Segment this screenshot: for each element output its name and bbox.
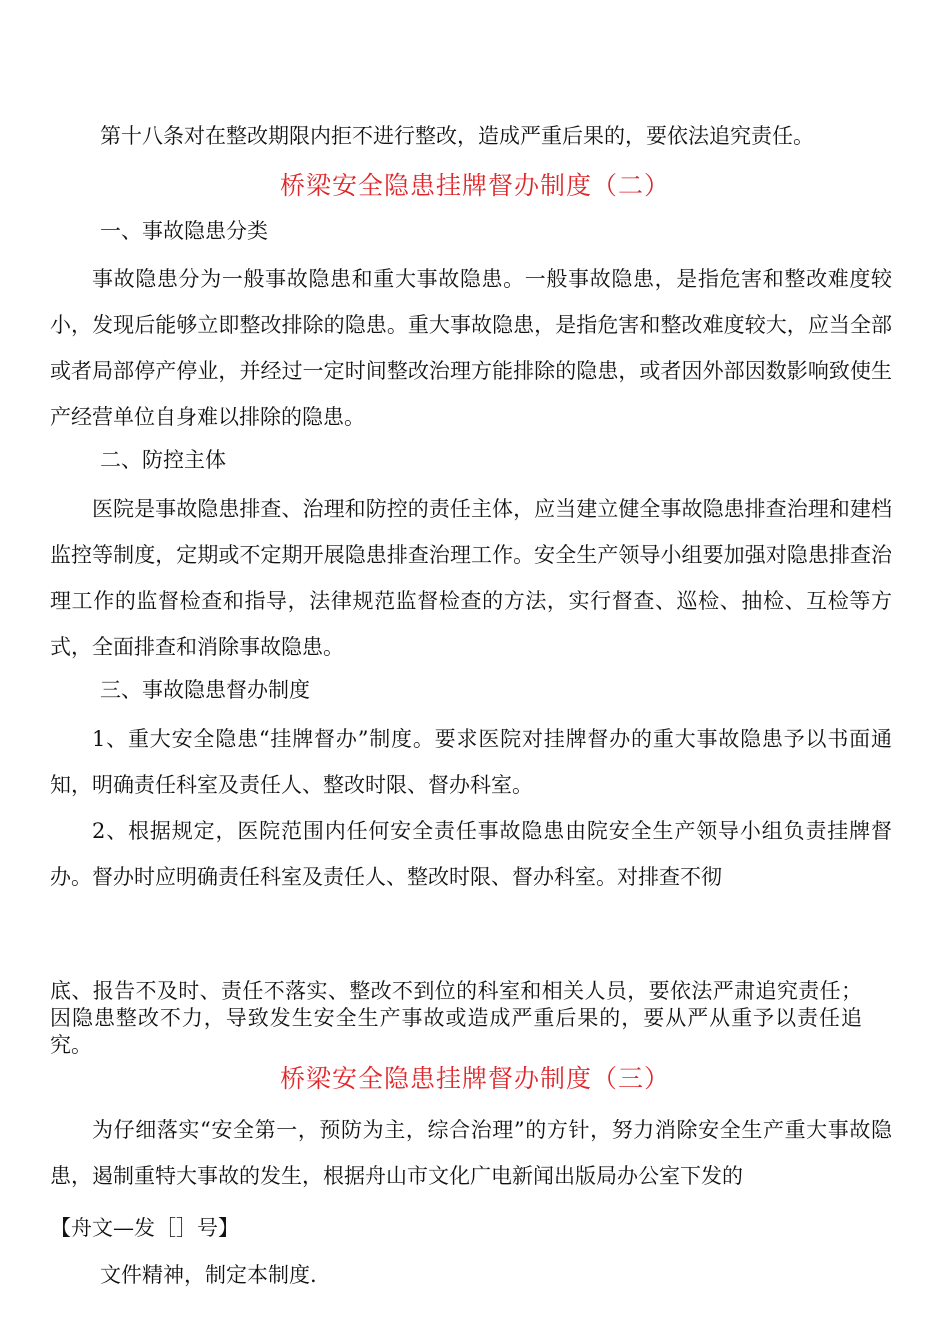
section-title-part-2: 桥梁安全隐患挂牌督办制度（二） — [279, 171, 670, 200]
section-title-part-3: 桥梁安全隐患挂牌督办制度（三） — [279, 1064, 670, 1093]
section-heading-prevention-subject: 二、防控主体 — [100, 448, 226, 472]
section-heading-supervision-system: 三、事故隐患督办制度 — [100, 678, 310, 702]
paragraph-prevention-subject: 医院是事故隐患排查、治理和防控的责任主体，应当建立健全事故隐患排查治理和建档监控等制度，定期或不定期开展隐患排查治理工作。安全生产领导小组要加强对隐患排查治理工作的监督检查和指导，法律规范监督检查的方法，实行督查、巡检、抽检、互检等方式，全面排查和消除事故隐患。 — [50, 497, 892, 659]
article-18-text: 第十八条对在整改期限内拒不进行整改，造成严重后果的，要依法追究责任。 — [100, 124, 814, 148]
paragraph-item-1: 1、重大安全隐患“挂牌督办”制度。要求医院对挂牌督办的重大事故隐患予以书面通知，明确责任科室及责任人、整改时限、督办科室。 — [50, 727, 892, 797]
paragraph-part-3-intro: 为仔细落实“安全第一，预防为主，综合治理”的方针，努力消除安全生产重大事故隐患，遏制重特大事故的发生，根据舟山市文化广电新闻出版局办公室下发的 — [50, 1118, 892, 1188]
paragraph-item-2-continued: 底、报告不及时、责任不落实、整改不到位的科室和相关人员，要依法严肃追究责任；因隐患整改不力，导致发生安全生产事故或造成严重后果的，要从严从重予以责任追究。 — [50, 979, 862, 1057]
closing-text: 文件精神，制定本制度. — [100, 1263, 317, 1287]
section-heading-hazard-classification: 一、事故隐患分类 — [100, 219, 268, 243]
paragraph-item-2: 2、根据规定，医院范围内任何安全责任事故隐患由院安全生产领导小组负责挂牌督办。督办时应明确责任科室及责任人、整改时限、督办科室。对排查不彻 — [50, 819, 892, 889]
paragraph-hazard-classification: 事故隐患分为一般事故隐患和重大事故隐患。一般事故隐患，是指危害和整改难度较小，发现后能够立即整改排除的隐患。重大事故隐患，是指危害和整改难度较大，应当全部或者局部停产停业，并经过一定时间整改治理方能排除的隐患，或者因外部因数影响致使生产经营单位自身难以排除的隐患。 — [50, 267, 892, 429]
document-reference: 【舟文—发［］号】 — [50, 1216, 239, 1240]
